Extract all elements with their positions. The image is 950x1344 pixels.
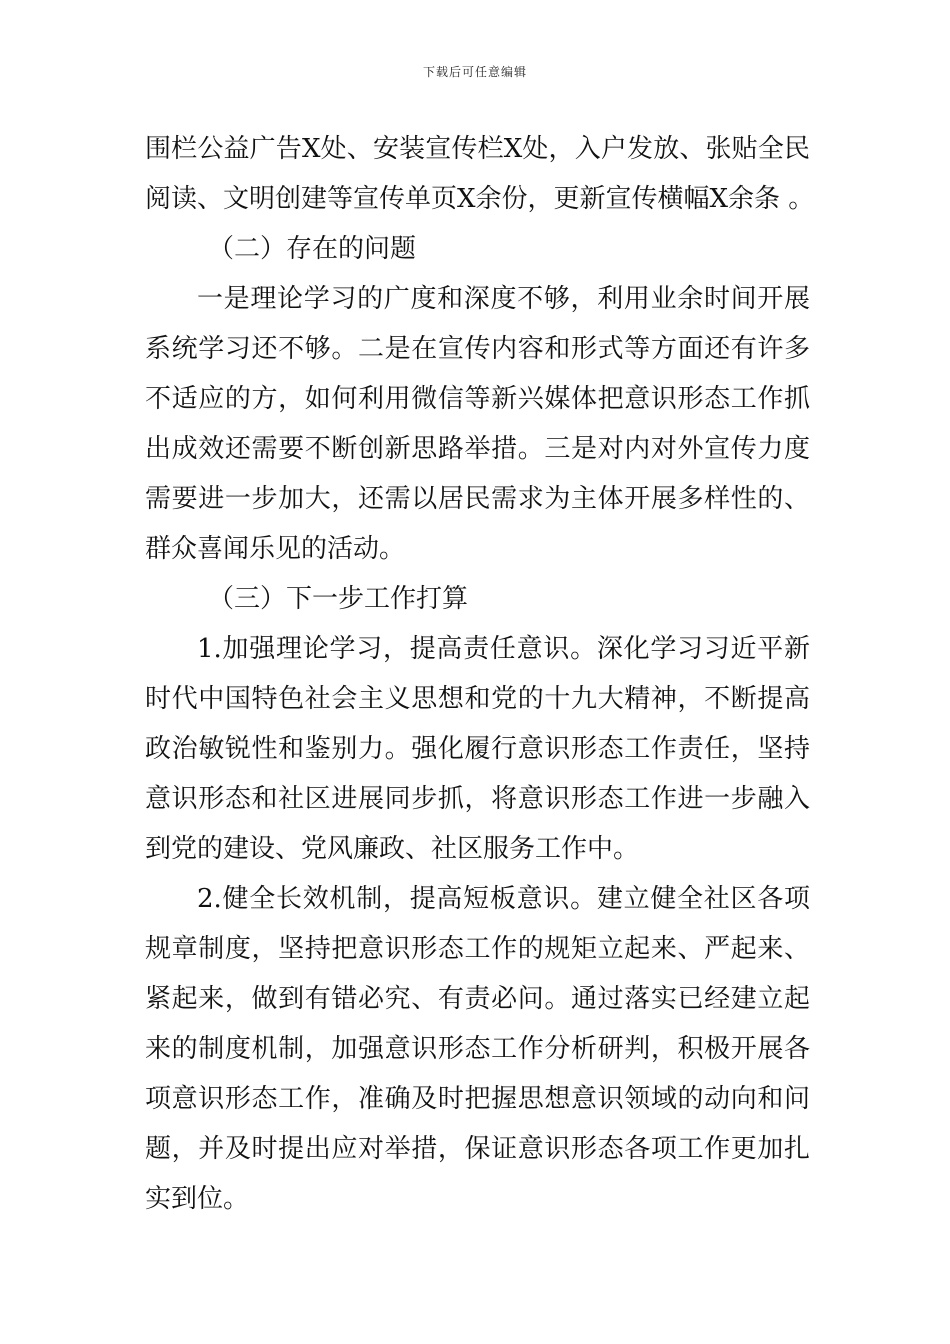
paragraph-line: 实到位。: [145, 1184, 250, 1214]
paragraph-line: 规章制度，坚持把意识形态工作的规矩立起来、严起来、: [145, 934, 810, 964]
paragraph-line: 时代中国特色社会主义思想和党的十九大精神，不断提高: [145, 684, 810, 714]
page-header: 下载后可任意编辑: [422, 65, 527, 79]
paragraph-line: 紧起来，做到有错必究、有责必问。通过落实已经建立起: [145, 984, 810, 1014]
paragraph-line: 政治敏锐性和鉴别力。强化履行意识形态工作责任，坚持: [145, 734, 810, 764]
paragraph-line: 围栏公益广告X处、安装宣传栏X处，入户发放、张贴全民: [145, 134, 810, 164]
paragraph-line: 系统学习还不够。二是在宣传内容和形式等方面还有许多: [145, 334, 810, 364]
section-heading: （二）存在的问题: [208, 234, 417, 264]
paragraph-line: 来的制度机制，加强意识形态工作分析研判，积极开展各: [145, 1034, 810, 1064]
paragraph-line: 一是理论学习的广度和深度不够，利用业余时间开展: [197, 284, 810, 314]
paragraph-line: 项意识形态工作，准确及时把握思想意识领域的动向和问: [145, 1084, 810, 1114]
paragraph-line: 1.加强理论学习，提高责任意识。深化学习习近平新: [197, 634, 810, 664]
paragraph-line: 2.健全长效机制，提高短板意识。建立健全社区各项: [197, 884, 810, 914]
paragraph-line: 题，并及时提出应对举措，保证意识形态各项工作更加扎: [145, 1134, 810, 1164]
paragraph-line: 到党的建设、党风廉政、社区服务工作中。: [145, 834, 640, 864]
paragraph-line: 不适应的方，如何利用微信等新兴媒体把意识形态工作抓: [145, 384, 810, 414]
paragraph-line: 需要进一步加大，还需以居民需求为主体开展多样性的、: [145, 484, 810, 514]
paragraph-line: 出成效还需要不断创新思路举措。三是对内对外宣传力度: [145, 434, 810, 464]
document-body: [145, 124, 815, 1224]
section-heading: （三）下一步工作打算: [208, 584, 469, 614]
paragraph-line: 意识形态和社区进展同步抓，将意识形态工作进一步融入: [145, 784, 810, 814]
paragraph-line: 阅读、文明创建等宣传单页X余份，更新宣传横幅X余条 。: [145, 184, 815, 214]
paragraph-line: 群众喜闻乐见的活动。: [145, 534, 406, 564]
